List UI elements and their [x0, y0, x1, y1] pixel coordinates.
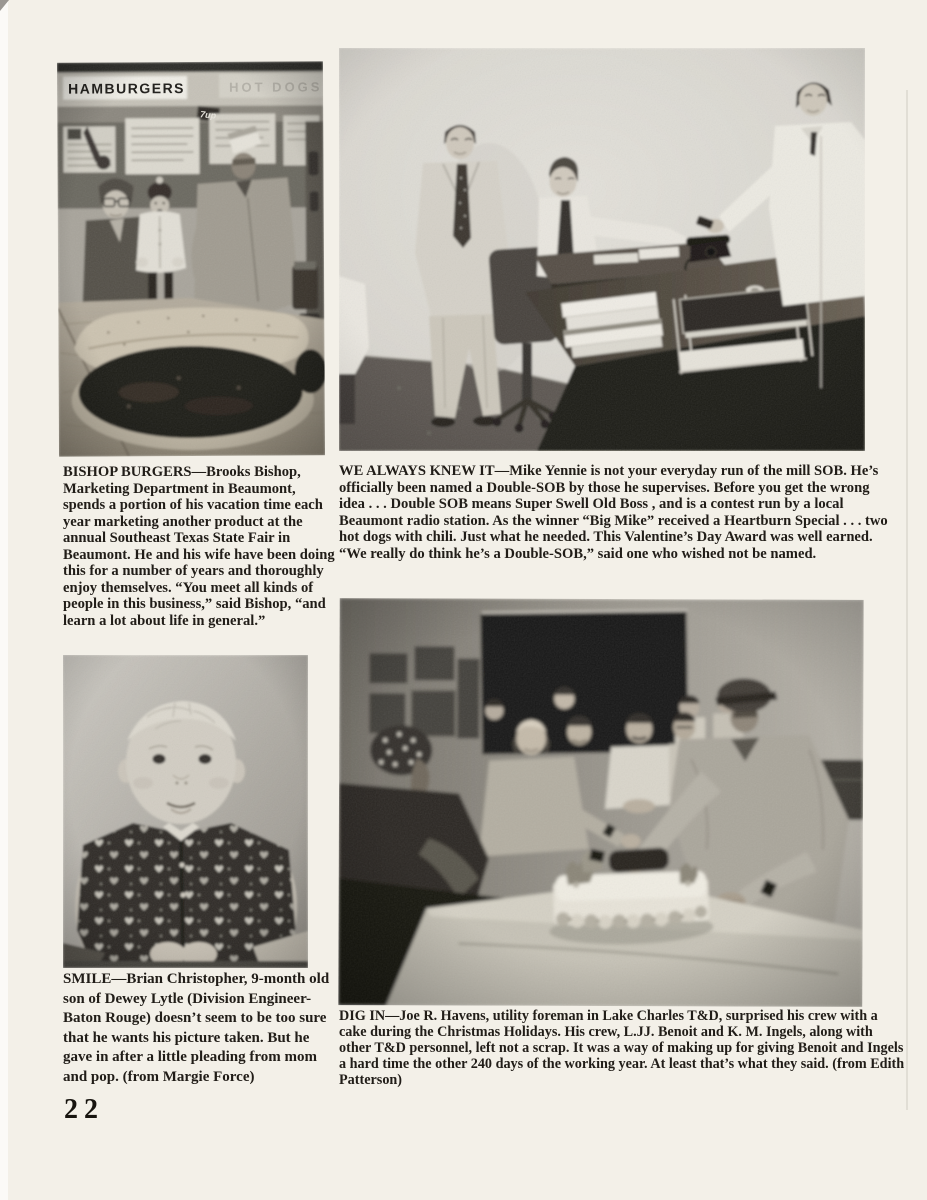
photo-cake-party: [338, 598, 863, 1007]
scan-artifact-streak: [906, 90, 908, 1110]
page-number: 22: [64, 1094, 104, 1125]
photo-burger-stand: [57, 61, 325, 456]
baby-portrait-image: [63, 655, 308, 968]
cake-party-image: [338, 598, 863, 1007]
photo-baby-portrait: [63, 655, 308, 968]
caption-smile: SMILE—Brian Christopher, 9-month old son of Dewey Lytle (Division Engineer-Baton Rouge) doesn’t seem to be too sure that he wants his picture taken. But he gave in after a little pleading from mom and pop. (from Margie Force): [63, 971, 330, 1085]
office-award-image: [339, 48, 865, 451]
caption-dig-in: DIG IN—Joe R. Havens, utility foreman in Lake Charles T&D, surprised his crew with a cake during the Christmas Holidays. His crew, L.JJ. Benoit and K. M. Ingels, along with other T&D personnel, left not a scrap. It was a way of making up for giving Benoit and Ingels a hard time the other 240 days of the working year. At least that’s what they said. (from Edith Patterson): [339, 1008, 905, 1088]
photo-office-award: [339, 48, 865, 451]
caption-we-always-knew-it: WE ALWAYS KNEW IT—Mike Yennie is not your everyday run of the mill SOB. He’s officially been named a Double-SOB by those he supervises. Before you get the wrong idea . . . Double SOB means Super Swell Old Boss , and is a contest run by a local Beaumont radio station. As the winner “Big Mike” received a Heartburn Special . . . two hot dogs with chili. Just what he needed. This Valentine’s Day Award was well earned. “We really do think he’s a Double-SOB,” said one who wished not be named.: [339, 463, 888, 562]
burger-stand-image: [57, 61, 325, 456]
caption-bishop-burgers: BISHOP BURGERS—Brooks Bishop, Marketing Department in Beaumont, spends a portion of his vacation time each year marketing another product at the annual Southeast Texas State Fair in Beaumont. He and his wife have been doing this for a number of years and thoroughly enjoy themselves. “You meet all kinds of people in this business,” said Bishop, “and learn a lot about life in general.”: [63, 464, 335, 629]
scan-edge-strip: [0, 0, 8, 1200]
